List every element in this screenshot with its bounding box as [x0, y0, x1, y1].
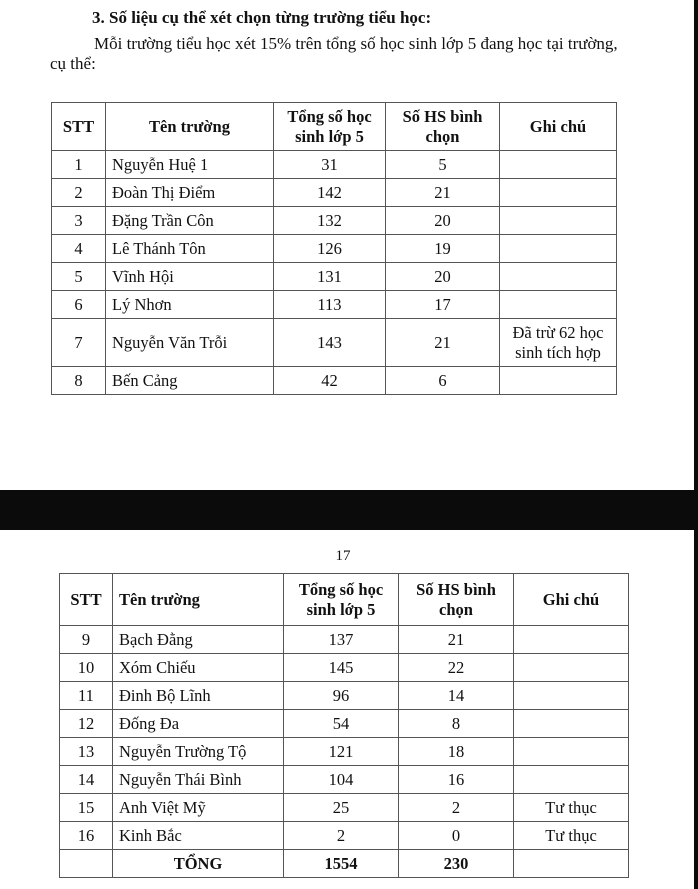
table-row: [52, 235, 617, 263]
cell-total: 121: [284, 738, 399, 766]
cell-note: [500, 151, 617, 179]
cell-name: Đặng Trần Côn: [106, 207, 274, 235]
header-voted-line1: Số HS bình: [416, 579, 496, 599]
header-name: Tên trường: [106, 103, 274, 151]
cell-stt: 4: [52, 235, 106, 263]
cell-total: 131: [274, 263, 386, 291]
cell-total: 25: [284, 794, 399, 822]
table-row: [52, 319, 617, 367]
table-row: [60, 822, 629, 850]
header-note: Ghi chú: [500, 103, 617, 151]
header-total: [284, 574, 399, 626]
table-header-row: [60, 574, 629, 626]
table-row: [60, 626, 629, 654]
cell-voted: 16: [399, 766, 514, 794]
cell-note: [514, 850, 629, 878]
header-total-line1: Tổng số học: [298, 579, 384, 599]
header-total-line2: sinh lớp 5: [295, 126, 364, 146]
cell-note: [500, 235, 617, 263]
section-heading: 3. Số liệu cụ thể xét chọn từng trường tiểu học:: [92, 8, 432, 27]
cell-name: Nguyễn Văn Trỗi: [106, 319, 274, 367]
header-total-line1: Tổng số học: [287, 106, 372, 126]
cell-stt: 16: [60, 822, 113, 850]
total-voted: 230: [399, 850, 514, 878]
cell-name: Anh Việt Mỹ: [113, 794, 284, 822]
table-row: [52, 367, 617, 395]
cell-voted: 22: [399, 654, 514, 682]
schools-table-part1: [51, 102, 617, 395]
cell-stt: 13: [60, 738, 113, 766]
cell-name: Đống Đa: [113, 710, 284, 738]
header-total: [274, 103, 386, 151]
cell-total: 126: [274, 235, 386, 263]
cell-voted: 6: [386, 367, 500, 395]
cell-voted: 17: [386, 291, 500, 319]
table-row: [60, 710, 629, 738]
header-voted-line2: chọn: [425, 126, 460, 146]
cell-stt: 14: [60, 766, 113, 794]
cell-note: [500, 367, 617, 395]
cell-name: Nguyễn Huệ 1: [106, 151, 274, 179]
cell-voted: 5: [386, 151, 500, 179]
header-total-line2: sinh lớp 5: [306, 599, 376, 619]
header-note: Ghi chú: [514, 574, 629, 626]
cell-stt: 9: [60, 626, 113, 654]
cell-note: Tư thục: [514, 822, 629, 850]
total-students: 1554: [284, 850, 399, 878]
cell-note-line1: Đã trừ 62 học: [512, 322, 604, 342]
table-row: [60, 738, 629, 766]
page-number: 17: [335, 548, 351, 564]
cell-stt: 7: [52, 319, 106, 367]
cell-total: 143: [274, 319, 386, 367]
cell-name: Đinh Bộ Lĩnh: [113, 682, 284, 710]
cell-name: Lê Thánh Tôn: [106, 235, 274, 263]
cell-voted: 20: [386, 207, 500, 235]
table-row: [52, 263, 617, 291]
table-header-row: [52, 103, 617, 151]
table-row: [60, 766, 629, 794]
cell-voted: 21: [399, 626, 514, 654]
cell-stt: 5: [52, 263, 106, 291]
cell-voted: 2: [399, 794, 514, 822]
cell-total: 31: [274, 151, 386, 179]
cell-note: [514, 766, 629, 794]
page-divider: [0, 490, 698, 530]
cell-name: Bến Cảng: [106, 367, 274, 395]
cell-stt: 15: [60, 794, 113, 822]
table-row: [60, 682, 629, 710]
cell-total: 96: [284, 682, 399, 710]
cell-note: [500, 263, 617, 291]
cell-voted: 18: [399, 738, 514, 766]
cell-name: Xóm Chiếu: [113, 654, 284, 682]
total-label: TỔNG: [113, 850, 284, 878]
cell-voted: 21: [386, 319, 500, 367]
header-stt: STT: [52, 103, 106, 151]
schools-table-part2: [59, 573, 629, 878]
cell-name: Kinh Bắc: [113, 822, 284, 850]
cell-stt: 1: [52, 151, 106, 179]
table-row: [52, 179, 617, 207]
intro-paragraph-line2: cụ thể:: [50, 54, 96, 73]
header-voted: [386, 103, 500, 151]
cell-stt: 2: [52, 179, 106, 207]
table-row: [60, 794, 629, 822]
header-stt: STT: [60, 574, 113, 626]
cell-voted: 0: [399, 822, 514, 850]
cell-stt: 8: [52, 367, 106, 395]
cell-voted: 14: [399, 682, 514, 710]
header-name: Tên trường: [113, 574, 284, 626]
cell-stt: 11: [60, 682, 113, 710]
cell-total: 54: [284, 710, 399, 738]
table-row: [60, 654, 629, 682]
table-row: [52, 207, 617, 235]
cell-note: [514, 710, 629, 738]
cell-note: [514, 654, 629, 682]
cell-note: [514, 738, 629, 766]
cell-note: [500, 319, 617, 367]
cell-voted: 8: [399, 710, 514, 738]
cell-name: Nguyễn Trường Tộ: [113, 738, 284, 766]
cell-total: 132: [274, 207, 386, 235]
cell-total: 2: [284, 822, 399, 850]
cell-note: [500, 207, 617, 235]
cell-note: [500, 179, 617, 207]
cell-note: [514, 626, 629, 654]
header-voted-line2: chọn: [439, 599, 473, 619]
header-voted: [399, 574, 514, 626]
cell-total: 42: [274, 367, 386, 395]
cell-stt: 12: [60, 710, 113, 738]
cell-note: [500, 291, 617, 319]
cell-name: Bạch Đằng: [113, 626, 284, 654]
table-row: [52, 291, 617, 319]
cell-name: Vĩnh Hội: [106, 263, 274, 291]
cell-note: [514, 682, 629, 710]
cell-note-line2: sinh tích hợp: [515, 342, 601, 362]
cell-total: 142: [274, 179, 386, 207]
cell-voted: 19: [386, 235, 500, 263]
cell-stt: 6: [52, 291, 106, 319]
cell-total: 145: [284, 654, 399, 682]
intro-paragraph-line1: Mỗi trường tiểu học xét 15% trên tổng số học sinh lớp 5 đang học tại trường,: [94, 34, 618, 53]
cell-name: Nguyễn Thái Bình: [113, 766, 284, 794]
cell-stt-empty: [60, 850, 113, 878]
cell-voted: 20: [386, 263, 500, 291]
table-row: [52, 151, 617, 179]
cell-total: 137: [284, 626, 399, 654]
cell-stt: 10: [60, 654, 113, 682]
cell-voted: 21: [386, 179, 500, 207]
header-voted-line1: Số HS bình: [402, 106, 483, 126]
cell-name: Lý Nhơn: [106, 291, 274, 319]
total-row: [60, 850, 629, 878]
cell-note: Tư thục: [514, 794, 629, 822]
cell-name: Đoàn Thị Điểm: [106, 179, 274, 207]
cell-stt: 3: [52, 207, 106, 235]
cell-total: 113: [274, 291, 386, 319]
cell-total: 104: [284, 766, 399, 794]
screen-edge: [694, 0, 698, 889]
